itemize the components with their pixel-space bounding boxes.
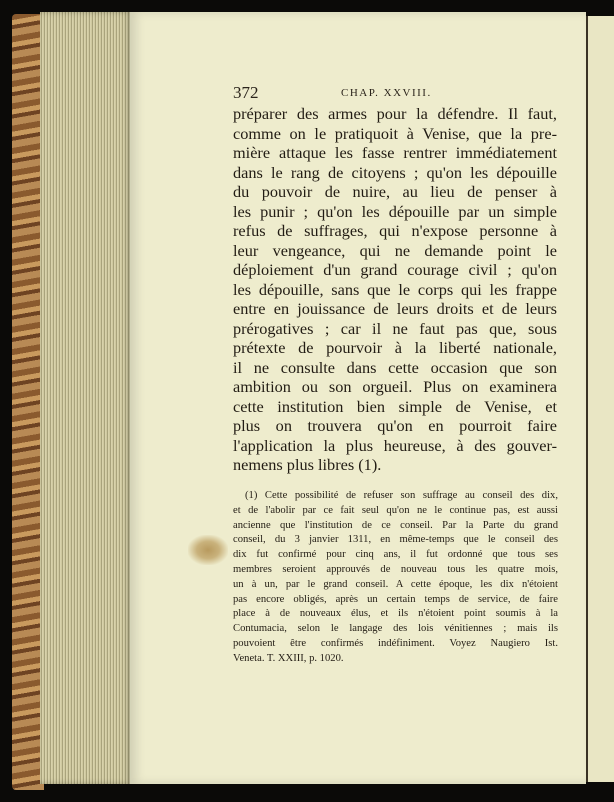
text-line: Veneta. T. XXIII, p. 1020. — [233, 652, 344, 664]
text-line: et de l'abolir par ce fait seul qu'on ne le continue pas, est aussi — [233, 504, 558, 516]
running-header — [233, 84, 557, 101]
paper-stain — [188, 535, 228, 565]
text-line: prétexte de pourvoir à la liberté nationale, — [233, 338, 557, 357]
text-line: Contumacia, selon le langage des lois vénitiennes ; mais ils — [233, 623, 558, 635]
text-line: du pouvoir de nuire, au lieu de penser à — [233, 182, 557, 201]
text-line: pouvoient être confirmés indéfiniment. Voyez Naugiero Ist. — [233, 637, 558, 649]
footnote — [233, 489, 558, 667]
text-line: comme on le pratiquoit à Venise, que la pre- — [233, 123, 557, 143]
text-line: place à de nouveaux élus, et ils n'étoient point soumis à la — [233, 608, 558, 620]
text-line: un à un, par le grand conseil. A cette époque, les dix n'étoient — [233, 578, 558, 590]
text-line: dans le rang de citoyens ; qu'on les dépouille — [233, 162, 557, 182]
text-line: ambition ou son orgueil. Plus on examinera — [233, 377, 557, 396]
text-line: préparer des armes pour la défendre. Il faut, — [233, 104, 557, 123]
facing-page-edge — [586, 16, 614, 782]
text-line: les punir ; qu'on les dépouille par un simple — [233, 201, 557, 221]
page-edges — [40, 12, 132, 784]
text-line: l'application la plus heureuse, à des gouver- — [233, 435, 557, 455]
text-line: plus on trouvera qu'on en pourroit faire — [233, 416, 557, 435]
text-line: ancienne que l'institution de ce conseil. Par la Parte du grand — [233, 519, 558, 531]
text-line: mière attaque les fasse rentrer immédiatement — [233, 143, 557, 162]
text-line: (1) Cette possibilité de refuser son suffrage au conseil des dix, — [245, 490, 558, 501]
page-number: 372 — [233, 83, 259, 102]
text-line: entre en jouissance de leurs droits et de leurs — [233, 299, 557, 318]
text-line: cette institution bien simple de Venise, et — [233, 396, 557, 416]
text-line: membres seroient approuvés de nouveau tous les quatre mois, — [233, 563, 558, 575]
text-line: il ne consulte dans cette occasion que son — [233, 357, 557, 377]
text-line: pas encore obligés, après un certain temps de service, de faire — [233, 593, 558, 605]
chapter-heading: CHAP. XXVIII. — [341, 87, 432, 99]
text-line: conseil, du 3 janvier 1311, en même-temps que le conseil des — [233, 534, 558, 546]
text-line: déploiement d'un grand courage civil ; qu'on — [233, 260, 557, 279]
text-line: dix fut confirmé pour cinq ans, il fut ordonné que tous ses — [233, 549, 558, 561]
text-line: prérogatives ; car il ne faut pas que, sous — [233, 318, 557, 338]
main-text — [233, 104, 557, 475]
text-line: leur vengeance, qui ne demande point le — [233, 240, 557, 260]
text-line: refus de suffrages, qui n'expose personne à — [233, 221, 557, 240]
text-line: les dépouille, sans que le corps qui les frappe — [233, 279, 557, 299]
text-line: nemens plus libres (1). — [233, 455, 382, 474]
